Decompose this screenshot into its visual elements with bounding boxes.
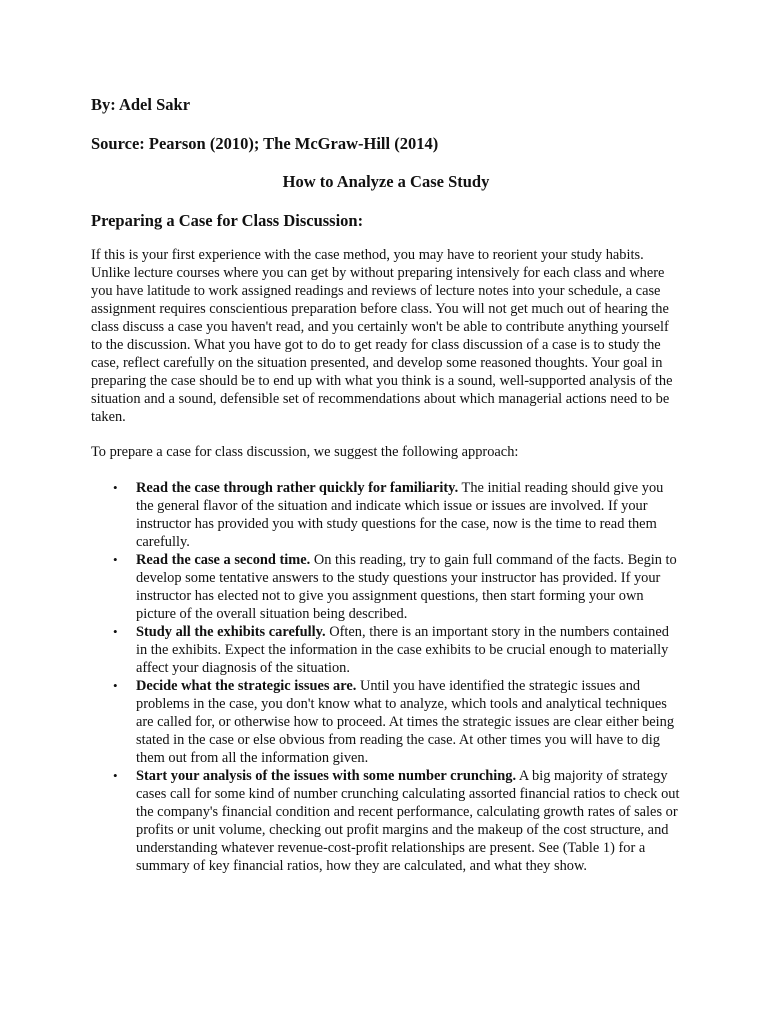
bullet-icon: • [113, 552, 118, 567]
approach-intro: To prepare a case for class discussion, we suggest the following approach: [91, 444, 519, 460]
bullet-icon: • [113, 480, 118, 495]
list-item [91, 479, 681, 551]
step-lead: Read the case through rather quickly for familiarity. [136, 480, 459, 496]
section-heading: Preparing a Case for Class Discussion: [91, 211, 364, 230]
bullet-icon: • [113, 678, 118, 693]
source-line: Source: Pearson (2010); The McGraw-Hill (2014) [91, 134, 439, 153]
author-line: By: Adel Sakr [91, 95, 191, 114]
step-text: On this reading, try to gain full command of the facts. Begin to develop some tentative answers to the study questions your instructor has provided. If your instructor has elected not to give you assignment questions, then start forming your own picture of the overall situation being described. [136, 552, 677, 622]
step-lead: Read the case a second time. [136, 552, 311, 568]
list-item [91, 623, 681, 677]
approach-steps-list [91, 479, 681, 875]
step-text: Until you have identified the strategic issues and problems in the case, you don't know what to analyze, which tools and analytical techniques are called for, or otherwise how to proceed. At times the strategic issues are clear either being stated in the case or else obvious from reading the case. At other times you will have to dig them out from all the information given. [136, 678, 675, 766]
list-item [91, 551, 681, 623]
bullet-icon: • [113, 624, 118, 639]
intro-paragraph: If this is your first experience with the case method, you may have to reorient your study habits. Unlike lecture courses where you can get by without preparing intensively for each class and where you have latitude to work assigned readings and reviews of lecture notes into your schedule, a case assignment requires conscientious preparation before class. You will not get much out of hearing the class discuss a case you haven't read, and you certainly won't be able to contribute anything yourself to the discussion. What you have got to do to get ready for class discussion of a case is to study the case, reflect carefully on the situation presented, and develop some reasoned thoughts. Your goal in preparing the case should be to end up with what you think is a sound, well-supported analysis of the situation and a sound, defensible set of recommendations about which managerial actions need to be taken. [91, 247, 673, 425]
step-lead: Start your analysis of the issues with some number crunching. [136, 768, 517, 784]
document-title: How to Analyze a Case Study [282, 172, 490, 191]
step-lead: Study all the exhibits carefully. [136, 624, 326, 640]
step-text: Often, there is an important story in the numbers contained in the exhibits. Expect the information in the case exhibits to be crucial enough to materially affect your diagnosis of the situation. [136, 624, 669, 676]
step-lead: Decide what the strategic issues are. [136, 678, 357, 694]
step-text: A big majority of strategy cases call for some kind of number crunching calculating assorted financial ratios to check out the company's financial condition and recent performance, calculating growth rates of sales or profits or unit volume, checking out profit margins and the makeup of the cost structure, and understanding whatever revenue-cost-profit relationships are present. See (Table 1) for a summary of key financial ratios, how they are calculated, and what they show. [136, 768, 680, 874]
step-text: The initial reading should give you the general flavor of the situation and indicate which issue or issues are involved. If your instructor has provided you with study questions for the case, now is the time to read them carefully. [136, 480, 664, 550]
list-item [91, 677, 681, 767]
list-item [91, 767, 681, 875]
bullet-icon: • [113, 768, 118, 783]
